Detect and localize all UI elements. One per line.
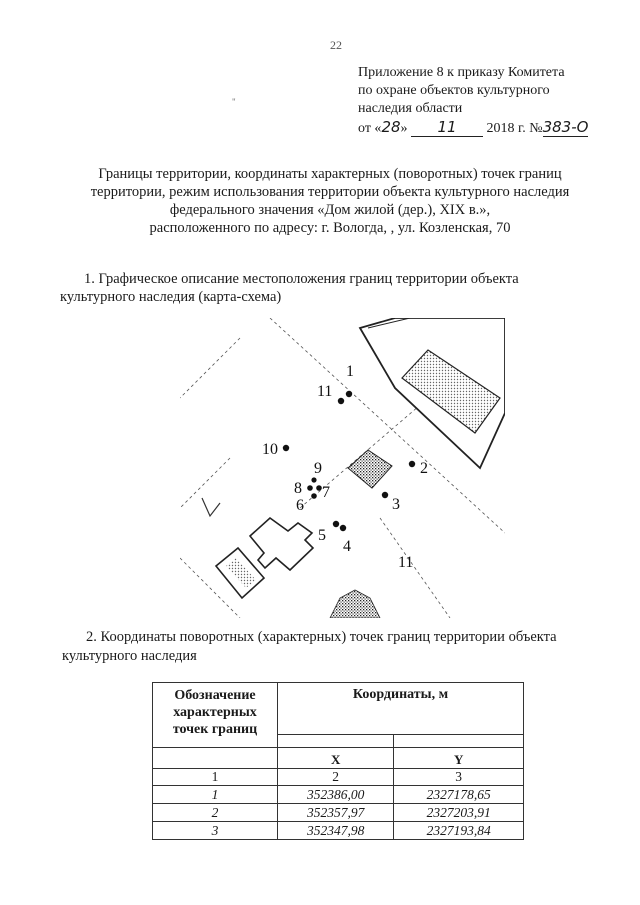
appendix-line2: по охране объектов культурного (358, 83, 550, 98)
map-label-extra: 11 (398, 554, 414, 571)
row2-point: 2 (153, 804, 278, 822)
header-blank (153, 748, 278, 769)
row2-y: 2327203,91 (394, 804, 524, 822)
point-1 (346, 391, 352, 397)
page-number: 22 (330, 38, 342, 52)
appendix-line3: наследия области (358, 101, 463, 116)
map-label-9: 9 (314, 460, 322, 477)
appendix-day: 28 (381, 118, 401, 136)
map-label-6: 6 (296, 497, 304, 514)
map-label-11: 11 (317, 383, 333, 400)
section1-heading (60, 270, 598, 306)
appendix-quote: » (400, 121, 408, 136)
map-label-10: 10 (262, 441, 278, 458)
header-points-line2: характерных (173, 705, 257, 720)
appendix-month: 11 (411, 118, 483, 137)
header-points-line3: точек границ (172, 722, 258, 737)
point-5 (333, 521, 339, 527)
table-row (153, 804, 524, 822)
hatched-building-center (348, 450, 392, 488)
row1-x: 352386,00 (278, 786, 394, 804)
point-6 (311, 493, 317, 499)
point-3 (382, 492, 388, 498)
point-10 (283, 445, 289, 451)
row1-point: 1 (153, 786, 278, 804)
section2-line1: 2. Координаты поворотных (характерных) точек границ территории объекта (86, 629, 557, 645)
header-coordinates: Координаты, м (278, 683, 524, 735)
point-4 (340, 525, 346, 531)
row3-point: 3 (153, 822, 278, 840)
site-map (180, 318, 505, 618)
header-points (153, 683, 278, 748)
building-top-right (360, 318, 505, 468)
scan-mark: " (232, 97, 236, 107)
appendix-header (358, 64, 628, 138)
title-line4: расположенного по адресу: г. Вологда, , ул. Козленская, 70 (149, 220, 511, 236)
document-title (60, 165, 600, 237)
v-mark (202, 498, 220, 516)
row3-y: 2327193,84 (394, 822, 524, 840)
index-2: 2 (278, 769, 394, 786)
section2-heading (62, 628, 604, 666)
header-x: X (278, 748, 394, 769)
appendix-line1: Приложение 8 к приказу Комитета (358, 65, 565, 80)
header-y: Y (394, 748, 524, 769)
map-label-4: 4 (343, 538, 351, 555)
map-label-7: 7 (322, 484, 330, 501)
appendix-from-label: от « (358, 121, 382, 136)
section1-line2: культурного наследия (карта-схема) (60, 289, 282, 305)
header-points-line1: Обозначение (174, 688, 256, 703)
title-line3: федерального значения «Дом жилой (дер.), XIX в.», (169, 202, 491, 218)
section1-line1: 1. Графическое описание местоположения границ территории объекта (84, 271, 519, 287)
title-line1: Границы территории, координаты характерных (поворотных) точек границ (98, 166, 562, 182)
map-label-3: 3 (392, 496, 400, 513)
point-9 (311, 477, 316, 482)
title-line2: территории, режим использования территории объекта культурного наследия (90, 184, 570, 200)
point-2 (409, 461, 415, 467)
table-row (153, 822, 524, 840)
hatched-structure-bottom (330, 590, 380, 618)
index-1: 1 (153, 769, 278, 786)
appendix-date-line (358, 118, 628, 138)
section2-line2: культурного наследия (62, 648, 197, 664)
point-11 (338, 398, 344, 404)
row3-x: 352347,98 (278, 822, 394, 840)
appendix-number: 383-О (542, 118, 589, 136)
map-label-8: 8 (294, 480, 302, 497)
coordinates-table (152, 682, 524, 840)
building-lower-left-outline (250, 518, 313, 570)
point-8 (307, 485, 313, 491)
map-label-1: 1 (346, 363, 354, 380)
row1-y: 2327178,65 (394, 786, 524, 804)
point-7 (316, 485, 322, 491)
table-row (153, 786, 524, 804)
map-label-5: 5 (318, 527, 326, 544)
appendix-year: 2018 г. № (486, 121, 543, 136)
map-label-2: 2 (420, 460, 428, 477)
index-3: 3 (394, 769, 524, 786)
row2-x: 352357,97 (278, 804, 394, 822)
